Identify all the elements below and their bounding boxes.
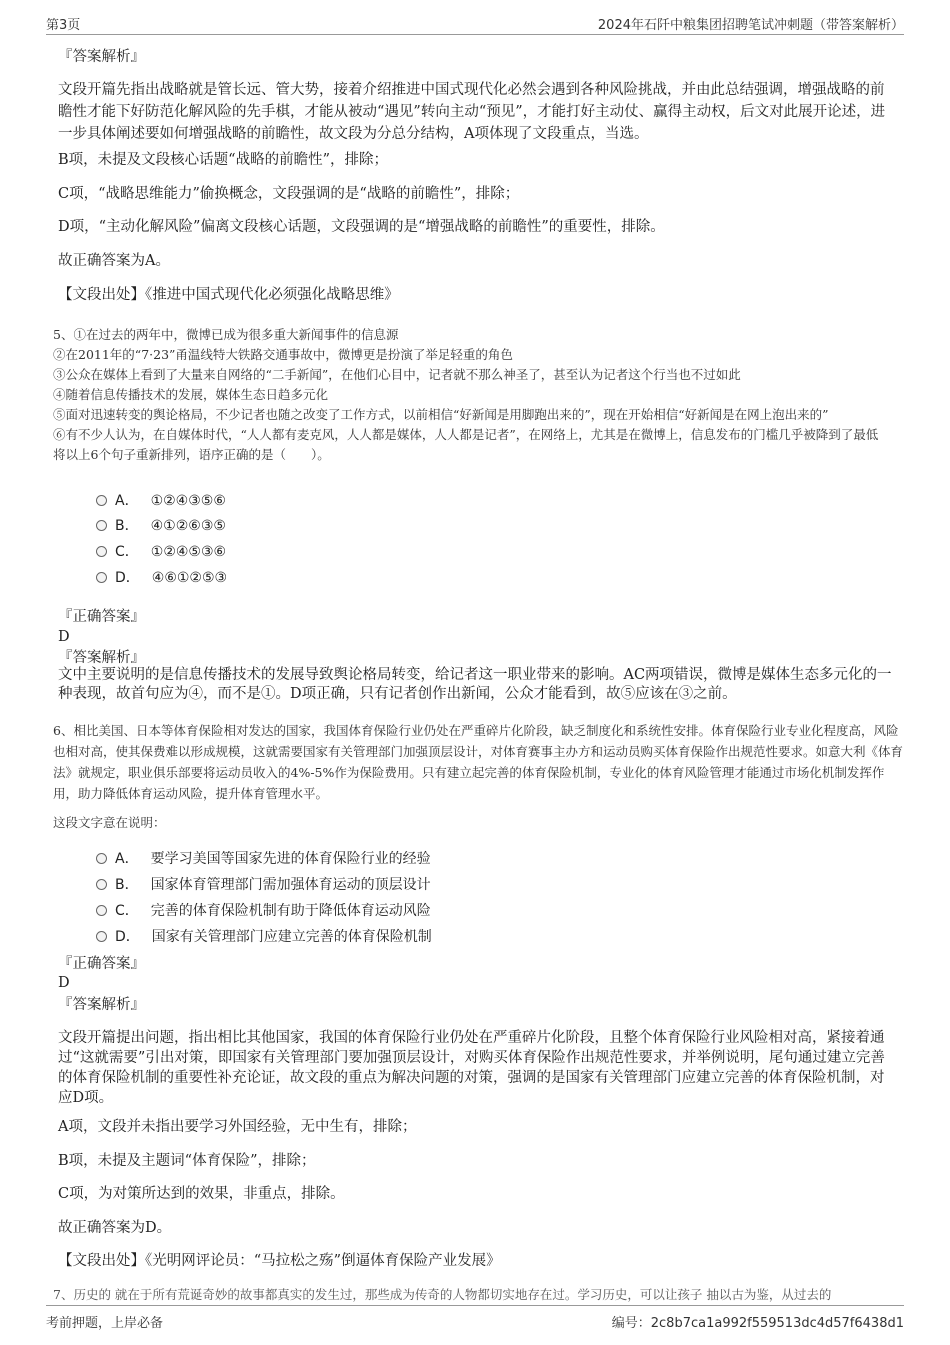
q5-stem <box>53 325 903 465</box>
radio-icon[interactable] <box>96 572 107 583</box>
code-label: 编号： <box>611 1316 651 1331</box>
q4-analysis-paragraph: 文段开篇先指出战略就是管长远、管大势，接着介绍推进中国式现代化必然会遇到各种风险挑战，并由此总结强调，增强战略的前瞻性才能下好防范化解风险的先手棋，才能从被动“遇见”转向主动“预见”，才能打好主动仗、赢得主动权，后文对此展开论述，进一步具体阐述要如何增强战略的前瞻性，故文段为分总分结构，A项体现了文段重点，当选。 <box>58 82 886 142</box>
radio-icon[interactable] <box>96 546 107 557</box>
document-title: 2024年石阡中粮集团招聘笔试冲刺题（带答案解析） <box>597 18 904 33</box>
q5-line-2: ②在2011年的“7·23”甬温线特大铁路交通事故中，微博更是扮演了举足轻重的角色 <box>53 347 513 362</box>
radio-icon[interactable] <box>96 495 107 506</box>
q5-line-5: ⑤面对迅速转变的舆论格局，不少记者也随之改变了工作方式，以前相信“好新闻是用脚跑出来的”，现在开始相信“好新闻是在网上泡出来的” <box>53 407 829 422</box>
q5-option-d[interactable]: D． ④⑥①②⑤③ <box>96 567 227 587</box>
q6-conclusion: 故正确答案为D。 <box>58 1220 172 1236</box>
q5-line-7: 将以上6个句子重新排列，语序正确的是（ ）。 <box>53 447 330 462</box>
q5-analysis: 文中主要说明的是信息传播技术的发展导致舆论格局转变，给记者这一职业带来的影响。AC两项错误，微博是媒体生态多元化的一种表现，故首句应为④，而不是①。D项正确，只有记者创作出新闻，公众才能看到，故⑤应该在③之前。 <box>58 667 892 702</box>
q5-option-b[interactable]: B． ④①②⑥③⑤ <box>96 515 226 535</box>
q6-answer: D <box>58 975 70 991</box>
q6-question: 这段文字意在说明： <box>53 815 166 830</box>
q6-analysis-a: A项，文段并未指出要学习外国经验，无中生有，排除； <box>58 1119 417 1135</box>
q6-source: 【文段出处】《光明网评论员：“马拉松之殇”倒逼体育保险产业发展》 <box>58 1253 501 1269</box>
q5-option-c[interactable]: C． ①②④⑤③⑥ <box>96 541 226 561</box>
q6-analysis-b: B项，未提及主题词“体育保险”，排除； <box>58 1153 316 1169</box>
radio-icon[interactable] <box>96 905 107 916</box>
radio-icon[interactable] <box>96 879 107 890</box>
q5-line-1: 5、①在过去的两年中，微博已成为很多重大新闻事件的信息源 <box>53 327 399 342</box>
q5-option-a[interactable]: A． ①②④③⑤⑥ <box>96 490 226 510</box>
q4-source: 【文段出处】《推进中国式现代化必须强化战略思维》 <box>58 287 399 303</box>
page-number: 第3页 <box>46 18 81 33</box>
q4-analysis-c: C项，“战略思维能力”偷换概念，文段强调的是“战略的前瞻性”，排除； <box>58 186 520 202</box>
q6-analysis-paragraph: 文段开篇提出问题，指出相比其他国家，我国的体育保险行业仍处在严重碎片化阶段，且整个体育保险行业风险相对高，紧接着通过“这就需要”引出对策，即国家有关管理部门要加强顶层设计，对购买体育保险作出规范性要求，并举例说明，尾句通过建立完善的体育保险机制的重要性补充论证，故文段的重点为解决问题的对策，强调的是国家有关管理部门应建立完善的体育保险机制，对应D项。 <box>58 1030 885 1106</box>
q6-analysis-label: 『答案解析』 <box>58 997 145 1013</box>
radio-icon[interactable] <box>96 931 107 942</box>
q6-answer-label: 『正确答案』 <box>58 956 145 972</box>
q6-option-d[interactable]: D． 国家有关管理部门应建立完善的体育保险机制 <box>96 926 432 946</box>
q5-analysis-label: 『答案解析』 <box>58 650 145 666</box>
q4-analysis-b: B项，未提及文段核心话题“战略的前瞻性”，排除； <box>58 152 388 168</box>
q5-line-6: ⑥有不少人认为，在自媒体时代，“人人都有麦克风，人人都是媒体，人人都是记者”，在网络上，尤其是在微博上，信息发布的门槛几乎被降到了最低 <box>53 427 879 442</box>
document-code <box>612 1312 904 1331</box>
q6-option-c[interactable]: C． 完善的体育保险机制有助于降低体育运动风险 <box>96 900 431 920</box>
q7-stem-partial: 7、历史的 就在于所有荒诞奇妙的故事都真实的发生过，那些成为传奇的人物都切实地存在过。学习历史，可以让孩子 抽以古为鉴，从过去的 <box>53 1287 832 1302</box>
q4-conclusion: 故正确答案为A。 <box>58 253 170 269</box>
q6-stem: 6、相比美国、日本等体育保险相对发达的国家，我国体育保险行业仍处在严重碎片化阶段，缺乏制度化和系统性安排。体育保险行业专业化程度高，风险也相对高，使其保费难以形成规模，这就需要国家有关管理部门加强顶层设计，对体育赛事主办方和运动员购买体育保险作出规范性要求。如意大利《体育法》就规定，职业俱乐部要将运动员收入的4%-5%作为保险费用。只有建立起完善的体育保险机制，专业化的体育风险管理才能通过市场化机制发挥作用，助力降低体育运动风险，提升体育管理水平。 <box>53 723 904 801</box>
q6-option-b[interactable]: B． 国家体育管理部门需加强体育运动的顶层设计 <box>96 874 431 894</box>
q6-analysis-c: C项，为对策所达到的效果，非重点，排除。 <box>58 1186 345 1202</box>
page-footer <box>46 1305 904 1330</box>
radio-icon[interactable] <box>96 853 107 864</box>
q5-answer-label: 『正确答案』 <box>58 609 145 625</box>
q4-analysis-d: D项，“主动化解风险”偏离文段核心话题，文段强调的是“增强战略的前瞻性”的重要性，排除。 <box>58 219 665 235</box>
q5-answer: D <box>58 629 70 645</box>
q4-analysis-label: 『答案解析』 <box>58 49 145 65</box>
code-value: 2c8b7ca1a992f559513dc4d57f6438d1 <box>650 1316 904 1331</box>
radio-icon[interactable] <box>96 520 107 531</box>
q6-option-a[interactable]: A． 要学习美国等国家先进的体育保险行业的经验 <box>96 848 431 868</box>
page-header <box>46 12 904 35</box>
footer-slogan: 考前押题，上岸必备 <box>46 1316 164 1331</box>
q5-line-4: ④随着信息传播技术的发展，媒体生态日趋多元化 <box>53 387 329 402</box>
q5-line-3: ③公众在媒体上看到了大量来自网络的“二手新闻”，在他们心目中，记者就不那么神圣了，甚至认为记者这个行当也不过如此 <box>53 367 741 382</box>
